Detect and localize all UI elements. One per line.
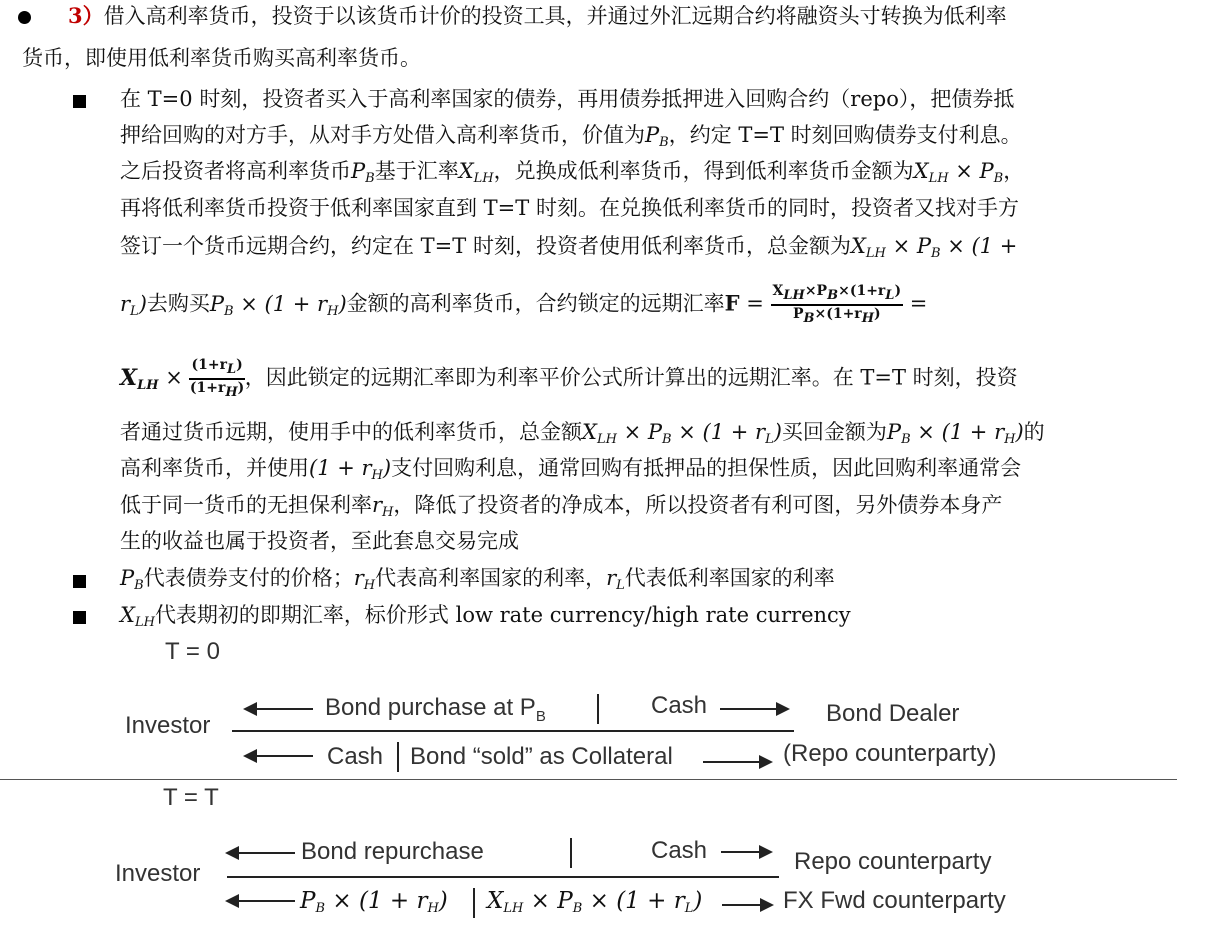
para1-line-2: 押给回购的对方手，从对手方处借入高利率货币，价值为$P_B$，约定 T=T 时刻回购债券支付利息。 [120,123,1022,150]
forward-rate-fraction: $\frac{X_{LH}\times P_B\times(1+r_L)}{P_B\times(1+r_H)}$ [772,283,902,326]
diagram2-repo: Repo counterparty [794,848,992,875]
diagram1-repo: (Repo counterparty) [783,740,997,767]
section-divider [0,779,1177,780]
para2-line: $P_B$代表债券支付的价格；$r_H$代表高利率国家的利率，$r_L$代表低利率国家的利率 [120,566,835,593]
diagram1-arrow-bottom-right [703,761,771,763]
diagram2-divider-top [570,838,572,868]
diagram1-time: T = 0 [165,638,220,665]
para1-line-9: 高利率货币，并使用$(1 + r_H)$支付回购利息，通常回购有抵押品的担保性质，因此回购利率通常会 [120,456,1022,483]
intro-number: 3） [68,3,104,28]
para1-line-5: 签订一个货币远期合约，约定在 T=T 时刻，投资者使用低利率货币，总金额为$X_{LH} \times P_B \times (1$ + [120,234,1018,261]
diagram2-arrow-bottom-left [227,900,295,902]
diagram2-arrow-top-right [721,851,771,853]
intro-line-1 [68,0,1007,35]
diagram1-dealer: Bond Dealer [826,700,960,727]
diagram2-arrow-top-left [227,852,295,854]
diagram1-line [232,730,794,732]
diagram2-arrow-bottom-right [722,904,772,906]
para1-line-11: 生的收益也属于投资者，至此套息交易完成 [120,529,519,553]
rate-ratio-fraction: $\frac{(1+r_L)}{(1+r_H)}$ [189,357,245,400]
diagram2-investor: Investor [115,860,201,887]
diagram2-bottom-left-label: $P_B \times (1 + r_H)$ [300,888,448,916]
para3-line: $X_{LH}$代表期初的即期汇率，标价形式 low rate currency/high rate currency [120,603,851,630]
bullet-square-1 [73,93,86,112]
diagram1-divider-top [597,694,599,724]
diagram2-fx: FX Fwd counterparty [783,887,1006,914]
diagram1-arrow-top-left [245,708,313,710]
para1-line-7: $X_{LH}$ × $\frac{(1+r_L)}{(1+r_H)}$ ，因此锁定的远期汇率即为利率平价公式所计算出的远期汇率。在 T=T 时刻，投资 [120,357,1018,400]
para1-line-3: 之后投资者将高利率货币$P_B$基于汇率$X_{LH}$，兑换成低利率货币，得到低利率货币金额为$X_{LH} \times P_B$， [120,159,1025,186]
bullet-square-3 [73,609,86,628]
diagram1-divider-bottom [397,742,399,772]
diagram1-arrow-bottom-left [245,755,313,757]
para1-line-10: 低于同一货币的无担保利率$r_H$，降低了投资者的净成本，所以投资者有利可图，另外债券本身产 [120,493,1003,520]
bullet-dot [18,9,31,28]
diagram2-divider-bottom [473,888,475,918]
para1-line-6: $r_L$)去购买$P_B \times (1 + r_H)$金额的高利率货币，合约锁定的远期汇率F = $\frac{X_{LH}\times P_B\times(1+r_L)}{P_B\times(1+r_H)}$ = [120,283,928,326]
intro-text-a: 借入高利率货币，投资于以该货币计价的投资工具，并通过外汇远期合约将融资头寸转换为低利率 [103,4,1007,28]
diagram2-top-right-label: Cash [651,837,708,864]
diagram2-bottom-right-label: $X_{LH} \times P_B \times (1 + r_L)$ [487,888,703,916]
bullet-square-2 [73,573,86,592]
diagram1-bottom-left-label: Cash [327,743,384,770]
para1-line-1: 在 T=0 时刻，投资者买入于高利率国家的债券，再用债券抵押进入回购合约（repo），把债券抵 [120,87,1015,111]
diagram1-arrow-top-right [720,708,788,710]
diagram1-bottom-right-label: Bond “sold” as Collateral [410,743,673,770]
intro-text-b: 货币，即使用低利率货币购买高利率货币。 [22,46,421,70]
para1-line-4: 再将低利率货币投资于低利率国家直到 T=T 时刻。在兑换低利率货币的同时，投资者又找对手方 [120,196,1019,220]
diagram1-top-left-label: Bond purchase at $P_B$ [325,694,546,725]
diagram2-line [227,876,779,878]
diagram2-time: T = T [163,784,219,811]
diagram1-investor: Investor [125,712,211,739]
diagram2-top-left-label: Bond repurchase [301,838,484,865]
diagram1-top-right-label: Cash [651,692,708,719]
para1-line-8: 者通过货币远期，使用手中的低利率货币，总金额$X_{LH} \times P_B \times (1 + r_L)$买回金额为$P_B \times (1 + r_H)$的 [120,420,1045,447]
intro-line-2 [22,40,421,77]
